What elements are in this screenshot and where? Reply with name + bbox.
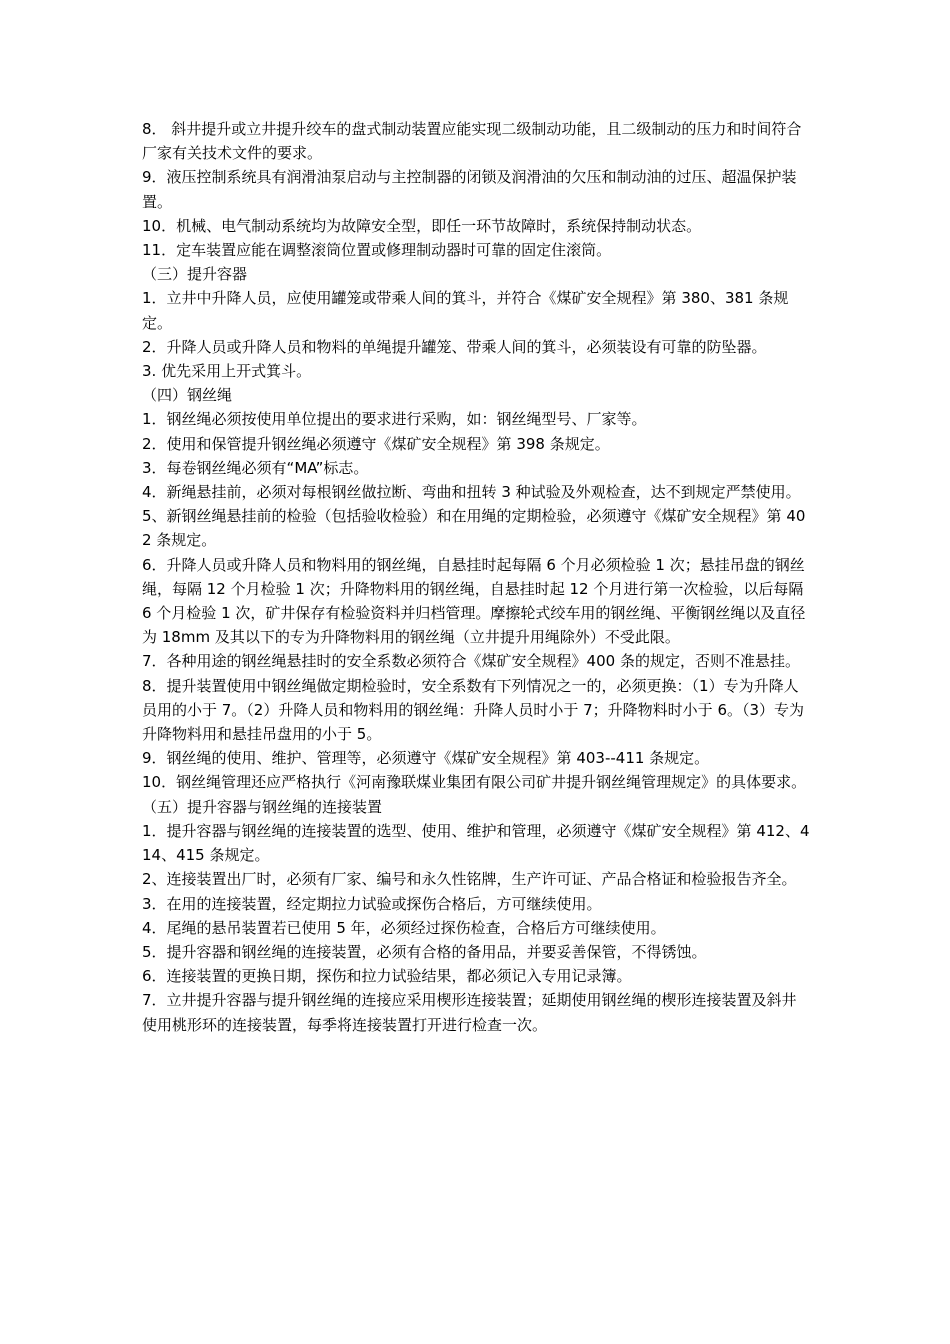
list-item: 3．在用的连接装置，经定期拉力试验或探伤合格后，方可继续使用。	[142, 894, 602, 913]
list-item: 8．提升装置使用中钢丝绳做定期检验时，安全系数有下列情况之一的，必须更换：（1）专为升降人员用的小于 7。（2）升降人员和物料用的钢丝绳：升降人员时小于 7；升降物料时小于 6。（3）专为升降物料用和悬挂吊盘用的小于 5。	[142, 676, 805, 744]
list-item: 1．钢丝绳必须按使用单位提出的要求进行采购，如：钢丝绳型号、厂家等。	[142, 410, 647, 429]
list-item: 5．提升容器和钢丝绳的连接装置，必须有合格的备用品，并要妥善保管，不得锈蚀。	[142, 942, 707, 961]
list-item: 6．连接装置的更换日期，探伤和拉力试验结果，都必须记入专用记录簿。	[142, 967, 632, 986]
list-item: 10．钢丝绳管理还应严格执行《河南豫联煤业集团有限公司矿井提升钢丝绳管理规定》的具体要求。	[142, 773, 807, 792]
list-item: 1．提升容器与钢丝绳的连接装置的选型、使用、维护和管理，必须遵守《煤矿安全规程》第 412、414、415 条规定。	[142, 821, 810, 865]
section-heading-container: （三）提升容器	[142, 265, 248, 284]
list-item: 1．立井中升降人员，应使用罐笼或带乘人间的箕斗，并符合《煤矿安全规程》第 380、381 条规定。	[142, 289, 789, 332]
section-heading-wire-rope: （四）钢丝绳	[142, 386, 233, 405]
list-item: 7．各种用途的钢丝绳悬挂时的安全系数必须符合《煤矿安全规程》400 条的规定，否则不准悬挂。	[142, 652, 800, 671]
list-item: 3. 优先采用上开式箕斗。	[142, 362, 312, 381]
list-item: 4．尾绳的悬吊装置若已使用 5 年，必须经过探伤检查，合格后方可继续使用。	[142, 918, 666, 937]
list-item: 9．液压控制系统具有润滑油泵启动与主控制器的闭锁及润滑油的欠压和制动油的过压、超温保护装置。	[142, 168, 797, 211]
list-item: 5、新钢丝绳悬挂前的检验（包括验收检验）和在用绳的定期检验，必须遵守《煤矿安全规程》第 402 条规定。	[142, 507, 806, 550]
list-item: 3．每卷钢丝绳必须有“MA”标志。	[142, 458, 369, 477]
list-item: 4．新绳悬挂前，必须对每根钢丝做拉断、弯曲和扭转 3 种试验及外观检查，达不到规定严禁使用。	[142, 483, 801, 502]
list-item: 2．升降人员或升降人员和物料的单绳提升罐笼、带乘人间的箕斗，必须装设有可靠的防坠器。	[142, 337, 767, 356]
list-item: 8． 斜井提升或立井提升绞车的盘式制动装置应能实现二级制动功能，且二级制动的压力和时间符合厂家有关技术文件的要求。	[142, 120, 802, 163]
list-item: 7．立井提升容器与提升钢丝绳的连接应采用楔形连接装置；延期使用钢丝绳的楔形连接装置及斜井使用桃形环的连接装置，每季将连接装置打开进行检查一次。	[142, 991, 797, 1034]
list-item: 2．使用和保管提升钢丝绳必须遵守《煤矿安全规程》第 398 条规定。	[142, 434, 610, 453]
section-heading-connection-device: （五）提升容器与钢丝绳的连接装置	[142, 797, 383, 816]
list-item: 10．机械、电气制动系统均为故障安全型，即任一环节故障时，系统保持制动状态。	[142, 216, 702, 235]
list-item: 11．定车装置应能在调整滚筒位置或修理制动器时可靠的固定住滚筒。	[142, 241, 612, 260]
list-item: 2、连接装置出厂时，必须有厂家、编号和永久性铭牌，生产许可证、产品合格证和检验报告齐全。	[142, 870, 797, 889]
document-body	[142, 117, 810, 1037]
list-item: 6．升降人员或升降人员和物料用的钢丝绳，自悬挂时起每隔 6 个月必须检验 1 次；悬挂吊盘的钢丝绳，每隔 12 个月检验 1 次；升降物料用的钢丝绳，自悬挂时起 12 个月进行第一次检验，以后每隔 6 个月检验 1 次，矿井保存有检验资料并归档管理。摩擦轮式绞车用的钢丝绳、平衡钢丝绳以及直径为 18mm 及其以下的专为升降物料用的钢丝绳（立井提升用绳除外）不受此限。	[142, 555, 806, 647]
list-item: 9．钢丝绳的使用、维护、管理等，必须遵守《煤矿安全规程》第 403--411 条规定。	[142, 749, 710, 768]
